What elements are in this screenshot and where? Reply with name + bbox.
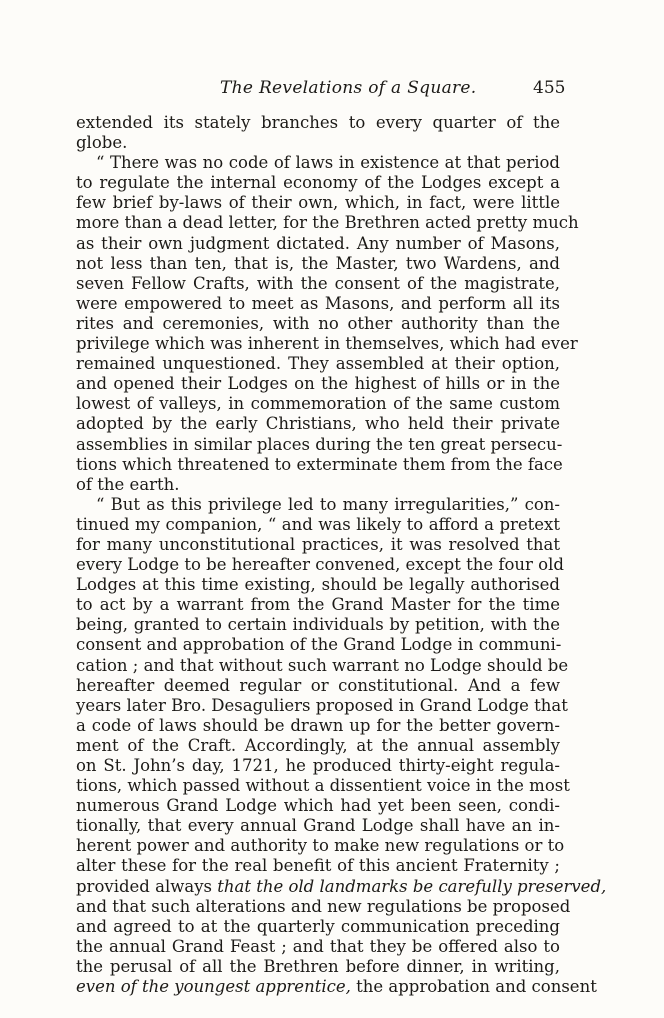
plain-span: provided always (76, 876, 212, 896)
text-line: adopted by the early Christians, who held their private (76, 414, 560, 434)
running-title: The Revelations of a Square. (220, 78, 477, 98)
text-line: seven Fellow Crafts, with the consent of the magistrate, (76, 273, 560, 293)
text-line: tinued my companion, “ and was likely to afford a pretext (76, 514, 560, 534)
text-line: every Lodge to be hereafter convened, except the four old (76, 555, 564, 575)
text-line: globe. (76, 133, 128, 153)
text-line: as their own judgment dictated. Any number of Masons, (76, 233, 560, 253)
text-line: rites and ceremonies, with no other authority than the (76, 313, 560, 333)
text-line: privilege which was inherent in themselves, which had ever (76, 334, 578, 354)
text-line: tions which threatened to exterminate them from the face (76, 454, 563, 474)
text-line: of the earth. (76, 474, 180, 494)
text-line: consent and approbation of the Grand Lodge in communi- (76, 635, 562, 655)
text-line: the perusal of all the Brethren before dinner, in writing, (76, 956, 560, 976)
plain-span: the approbation and consent (356, 977, 597, 997)
text-line: cation ; and that without such warrant no Lodge should be (76, 655, 569, 675)
body-text (76, 113, 607, 997)
text-line: assemblies in similar places during the ten great persecu- (76, 434, 563, 454)
text-line: extended its stately branches to every quarter of the (76, 113, 560, 132)
text-line: a code of laws should be drawn up for the better govern- (76, 715, 560, 735)
text-line-with-italic (76, 876, 607, 897)
text-line: tions, which passed without a dissentient voice in the most (76, 776, 570, 796)
page-number: 455 (533, 78, 566, 98)
text-line: on St. John’s day, 1721, he produced thirty-eight regula- (76, 756, 560, 775)
text-line: and agreed to at the quarterly communication preceding (76, 916, 560, 936)
text-line: lowest of valleys, in commemoration of the same custom (76, 394, 560, 414)
text-line: not less than ten, that is, the Master, two Wardens, and (76, 253, 560, 273)
page-header (0, 78, 664, 100)
text-line: to regulate the internal economy of the Lodges except a (76, 173, 560, 193)
text-line: remained unquestioned. They assembled at their option, (76, 354, 560, 374)
italic-span: even of the youngest apprentice, (76, 977, 351, 997)
text-line: more than a dead letter, for the Brethren acted pretty much (76, 213, 579, 233)
text-line: ment of the Craft. Accordingly, at the annual assembly (76, 735, 560, 755)
text-line: herent power and authority to make new regulations or to (76, 836, 565, 856)
text-line: few brief by-laws of their own, which, in fact, were little (76, 193, 560, 213)
text-line: being, granted to certain individuals by petition, with the (76, 615, 560, 635)
text-line: and that such alterations and new regulations be proposed (76, 896, 571, 916)
text-line: to act by a warrant from the Grand Master for the time (76, 595, 560, 615)
text-line: tionally, that every annual Grand Lodge shall have an in- (76, 816, 560, 836)
text-line: and opened their Lodges on the highest of hills or in the (76, 374, 560, 394)
text-line: were empowered to meet as Masons, and perform all its (76, 293, 560, 313)
paragraph-start-line: “ There was no code of laws in existence at that period (96, 153, 560, 173)
text-line: for many unconstitutional practices, it was resolved that (76, 534, 560, 554)
text-line: hereafter deemed regular or constitutional. And a few (76, 675, 560, 695)
italic-span: that the old landmarks be carefully preserved, (217, 876, 607, 896)
paragraph-start-line: “ But as this privilege led to many irregularities,” con- (96, 494, 560, 514)
text-line: alter these for the real benefit of this ancient Fraternity ; (76, 856, 560, 876)
text-line: the annual Grand Feast ; and that they be offered also to (76, 936, 560, 956)
text-line: years later Bro. Desaguliers proposed in Grand Lodge that (76, 695, 568, 715)
text-line: Lodges at this time existing, should be legally authorised (76, 575, 560, 595)
text-line-with-italic (76, 977, 597, 997)
text-line: numerous Grand Lodge which had yet been seen, condi- (76, 796, 560, 816)
